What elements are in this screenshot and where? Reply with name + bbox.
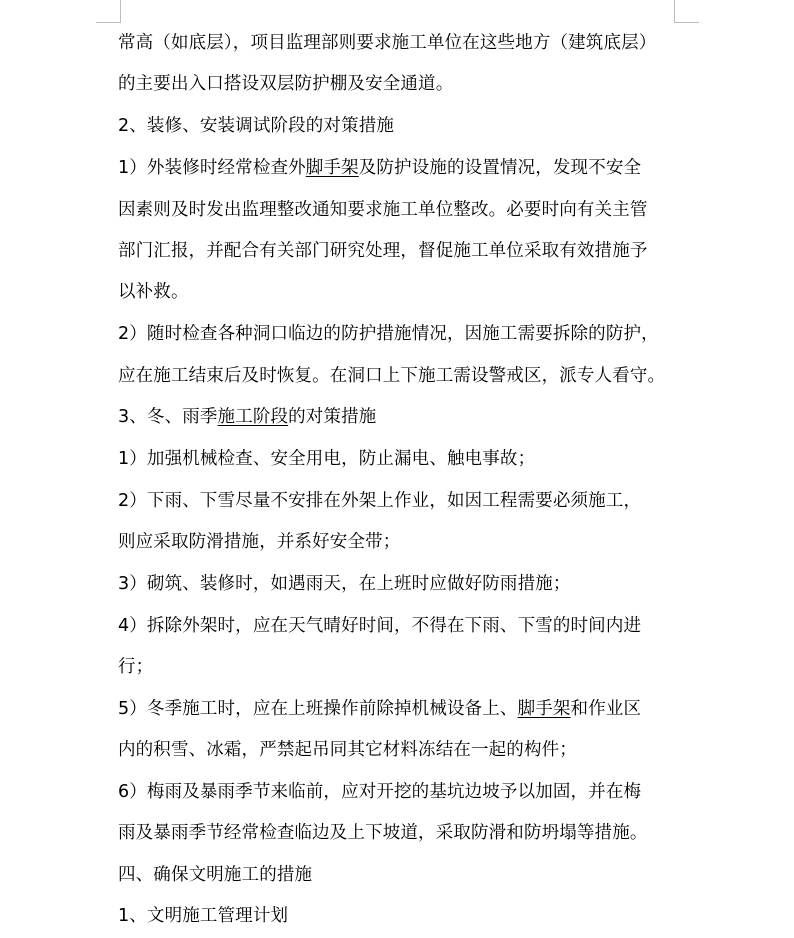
text-span: 和作业区 bbox=[570, 699, 642, 719]
text-line bbox=[118, 72, 453, 96]
text-span: 及防护设施的设置情况，发现不安全 bbox=[358, 158, 642, 178]
text-span: 3、冬、雨季 bbox=[118, 407, 218, 427]
text-line bbox=[118, 31, 656, 55]
text-line bbox=[118, 614, 641, 638]
text-line bbox=[118, 447, 535, 471]
text-line bbox=[118, 821, 648, 845]
text-span: 1、文明施工管理计划 bbox=[118, 906, 289, 926]
text-span: 1）外装修时经常检查外 bbox=[118, 158, 306, 178]
text-span: 5）冬季施工时，应在上班操作前除掉机械设备上、 bbox=[118, 699, 518, 719]
text-line bbox=[118, 280, 189, 304]
text-span: 6）梅雨及暴雨季节来临前，应对开挖的基坑边坡予以加固，并在梅 bbox=[118, 782, 642, 802]
text-line bbox=[118, 405, 376, 429]
top-right-margin-mark bbox=[674, 0, 699, 23]
text-span: 的主要出入口搭设双层防护棚及安全通道。 bbox=[118, 74, 454, 94]
text-line bbox=[118, 489, 641, 513]
top-left-margin-mark bbox=[96, 0, 121, 23]
text-line bbox=[118, 780, 641, 804]
text-line bbox=[118, 322, 659, 346]
text-line bbox=[118, 572, 571, 596]
text-span: 1）加强机械检查、安全用电，防止漏电、触电事故； bbox=[118, 449, 536, 469]
text-line bbox=[118, 114, 394, 138]
text-line bbox=[118, 239, 648, 263]
text-line bbox=[118, 697, 641, 721]
text-span: 以补救。 bbox=[118, 282, 189, 302]
hyperlink-text[interactable]: 脚手架 bbox=[305, 158, 359, 178]
hyperlink-text[interactable]: 施工阶段 bbox=[217, 407, 289, 427]
text-span: 2）随时检查各种洞口临边的防护措施情况，因施工需要拆除的防护， bbox=[118, 324, 659, 344]
text-line bbox=[118, 530, 400, 554]
text-span: 雨及暴雨季节经常检查临边及上下坡道，采取防滑和防坍塌等措施。 bbox=[118, 823, 648, 843]
text-line bbox=[118, 863, 312, 887]
text-span: 则应采取防滑措施，并系好安全带； bbox=[118, 532, 401, 552]
text-line bbox=[118, 198, 648, 222]
text-span: 4）拆除外架时，应在天气晴好时间，不得在下雨、下雪的时间内进 bbox=[118, 616, 642, 636]
hyperlink-text[interactable]: 脚手架 bbox=[517, 699, 571, 719]
text-line bbox=[118, 156, 641, 180]
text-span: 内的积雪、冰霜，严禁起吊同其它材料冻结在一起的构件； bbox=[118, 740, 577, 760]
text-span: 四、确保文明施工的措施 bbox=[118, 865, 313, 885]
text-line bbox=[118, 364, 665, 388]
text-span: 2）下雨、下雪尽量不安排在外架上作业，如因工程需要必须施工， bbox=[118, 491, 642, 511]
text-span: 部门汇报，并配合有关部门研究处理，督促施工单位采取有效措施予 bbox=[118, 241, 648, 261]
text-span: 行； bbox=[118, 657, 154, 677]
text-span: 3）砌筑、装修时，如遇雨天，在上班时应做好防雨措施； bbox=[118, 574, 571, 594]
text-span: 因素则及时发出监理整改通知要求施工单位整改。必要时向有关主管 bbox=[118, 200, 648, 220]
text-line bbox=[118, 655, 153, 679]
text-span: 的对策措施 bbox=[288, 407, 377, 427]
text-span: 应在施工结束后及时恢复。在洞口上下施工需设警戒区，派专人看守。 bbox=[118, 366, 666, 386]
text-span: 2、装修、安装调试阶段的对策措施 bbox=[118, 116, 395, 136]
text-span: 常高（如底层），项目监理部则要求施工单位在这些地方（建筑底层） bbox=[118, 33, 657, 53]
text-line bbox=[118, 904, 288, 928]
text-line bbox=[118, 738, 577, 762]
